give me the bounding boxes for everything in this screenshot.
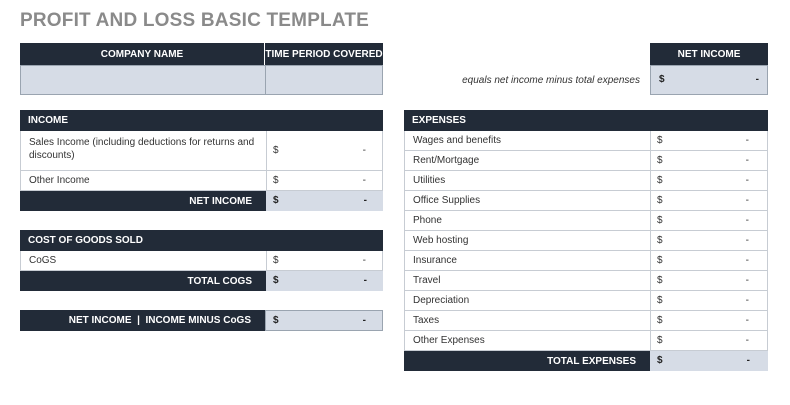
- currency-symbol: $: [657, 215, 663, 226]
- expense-row: [405, 211, 767, 231]
- amount-value: -: [755, 74, 759, 85]
- expense-row-label: Phone: [413, 215, 442, 226]
- company-name-header: [20, 43, 265, 65]
- income-total-label: NET INCOME: [189, 195, 252, 207]
- currency-symbol: $: [273, 195, 279, 206]
- amount-value[interactable]: -: [745, 155, 749, 166]
- income-table: [20, 131, 383, 211]
- currency-symbol: $: [659, 74, 665, 85]
- column-divider: [650, 151, 651, 171]
- amount-value: -: [746, 355, 750, 366]
- expense-row: [405, 291, 767, 311]
- time-period-field[interactable]: [265, 65, 383, 95]
- column-divider: [650, 211, 651, 231]
- column-divider: [266, 131, 267, 171]
- currency-symbol: $: [273, 175, 279, 186]
- column-divider: [650, 311, 651, 331]
- amount-value[interactable]: -: [745, 275, 749, 286]
- income-sales-label: Sales Income (including deductions for returns and discounts): [29, 137, 255, 161]
- expense-row: [405, 151, 767, 171]
- expense-row-label: Travel: [413, 275, 441, 286]
- currency-symbol: $: [273, 255, 279, 266]
- cogs-header: [20, 230, 383, 251]
- column-divider: [650, 331, 651, 351]
- currency-symbol: $: [273, 315, 279, 326]
- net-income-summary-label: NET INCOME: [677, 48, 741, 60]
- net-minus-cogs-label-cell: [20, 310, 265, 331]
- expenses-table: [404, 131, 768, 371]
- amount-value: -: [363, 195, 367, 206]
- time-period-header: [265, 43, 383, 65]
- currency-symbol: $: [657, 235, 663, 246]
- amount-value: -: [362, 315, 366, 326]
- expenses-header: [404, 110, 768, 131]
- column-divider: [650, 171, 651, 191]
- currency-symbol: $: [657, 255, 663, 266]
- cogs-total-label-cell: [20, 271, 266, 291]
- expense-row-label: Insurance: [413, 255, 457, 266]
- net-income-summary-header: [650, 43, 768, 65]
- expense-row-label: Wages and benefits: [413, 135, 502, 146]
- amount-value: -: [363, 275, 367, 286]
- amount-value[interactable]: -: [362, 255, 366, 266]
- currency-symbol: $: [273, 275, 279, 286]
- column-divider: [266, 171, 267, 191]
- column-divider: [650, 271, 651, 291]
- column-divider: [650, 251, 651, 271]
- currency-symbol: $: [657, 195, 663, 206]
- expense-row: [405, 311, 767, 331]
- income-header-label: INCOME: [28, 115, 68, 126]
- page-title: PROFIT AND LOSS BASIC TEMPLATE: [20, 10, 370, 31]
- expense-row: [405, 171, 767, 191]
- amount-value[interactable]: -: [745, 135, 749, 146]
- cogs-row-label: CoGS: [29, 255, 57, 266]
- currency-symbol: $: [657, 355, 663, 366]
- column-divider: [650, 131, 651, 151]
- amount-value[interactable]: -: [745, 335, 749, 346]
- cogs-table: [20, 251, 383, 291]
- expenses-total-label-cell: [404, 351, 650, 371]
- expenses-header-label: EXPENSES: [412, 115, 466, 126]
- currency-symbol: $: [657, 335, 663, 346]
- net-income-summary-field[interactable]: [650, 65, 768, 95]
- currency-symbol: $: [657, 175, 663, 186]
- expense-row-label: Utilities: [413, 175, 446, 186]
- currency-symbol: $: [657, 315, 663, 326]
- expenses-total-label: TOTAL EXPENSES: [547, 355, 636, 367]
- amount-value[interactable]: -: [745, 315, 749, 326]
- income-other-label: Other Income: [29, 175, 90, 186]
- expense-row: [405, 251, 767, 271]
- expense-row-label: Rent/Mortgage: [413, 155, 480, 166]
- currency-symbol: $: [657, 135, 663, 146]
- net-income-note: [400, 65, 640, 95]
- income-row-sales: [21, 131, 382, 171]
- amount-value[interactable]: -: [745, 175, 749, 186]
- cogs-header-label: COST OF GOODS SOLD: [28, 235, 144, 246]
- amount-value[interactable]: -: [745, 215, 749, 226]
- expense-row: [405, 231, 767, 251]
- income-row-other: [21, 171, 382, 191]
- currency-symbol: $: [657, 295, 663, 306]
- amount-value[interactable]: -: [745, 195, 749, 206]
- expense-row: [405, 191, 767, 211]
- net-income-note-text: equals net income minus total expenses: [462, 74, 640, 86]
- net-minus-cogs-value-cell[interactable]: [265, 310, 383, 331]
- company-name-field[interactable]: [20, 65, 266, 95]
- column-divider: [266, 251, 267, 271]
- expense-row-label: Other Expenses: [413, 335, 485, 346]
- column-divider: [650, 191, 651, 211]
- cogs-total-value-cell[interactable]: [266, 271, 383, 291]
- amount-value[interactable]: -: [745, 235, 749, 246]
- income-row-label: [29, 136, 261, 162]
- amount-value[interactable]: -: [745, 255, 749, 266]
- cogs-total-label: TOTAL COGS: [187, 275, 252, 287]
- expense-row-label: Web hosting: [413, 235, 469, 246]
- expense-row-label: Depreciation: [413, 295, 470, 306]
- income-total-value-cell[interactable]: [266, 191, 383, 211]
- income-total-label-cell: [20, 191, 266, 211]
- amount-value[interactable]: -: [362, 175, 366, 186]
- currency-symbol: $: [273, 145, 279, 156]
- amount-value[interactable]: -: [362, 145, 366, 156]
- expense-row: [405, 131, 767, 151]
- income-header: [20, 110, 383, 131]
- expense-row-label: Office Supplies: [413, 195, 481, 206]
- time-period-label: TIME PERIOD COVERED: [265, 48, 383, 60]
- company-name-label: COMPANY NAME: [100, 48, 184, 60]
- column-divider: [650, 291, 651, 311]
- net-minus-cogs-label: NET INCOME | INCOME MINUS CoGS: [68, 315, 251, 326]
- column-divider: [650, 231, 651, 251]
- currency-symbol: $: [657, 275, 663, 286]
- amount-value[interactable]: -: [745, 295, 749, 306]
- expense-row-label: Taxes: [413, 315, 440, 326]
- expense-row: [405, 331, 767, 351]
- cogs-row: [21, 251, 382, 271]
- expense-row: [405, 271, 767, 291]
- currency-symbol: $: [657, 155, 663, 166]
- expenses-total-value-cell[interactable]: [650, 351, 768, 371]
